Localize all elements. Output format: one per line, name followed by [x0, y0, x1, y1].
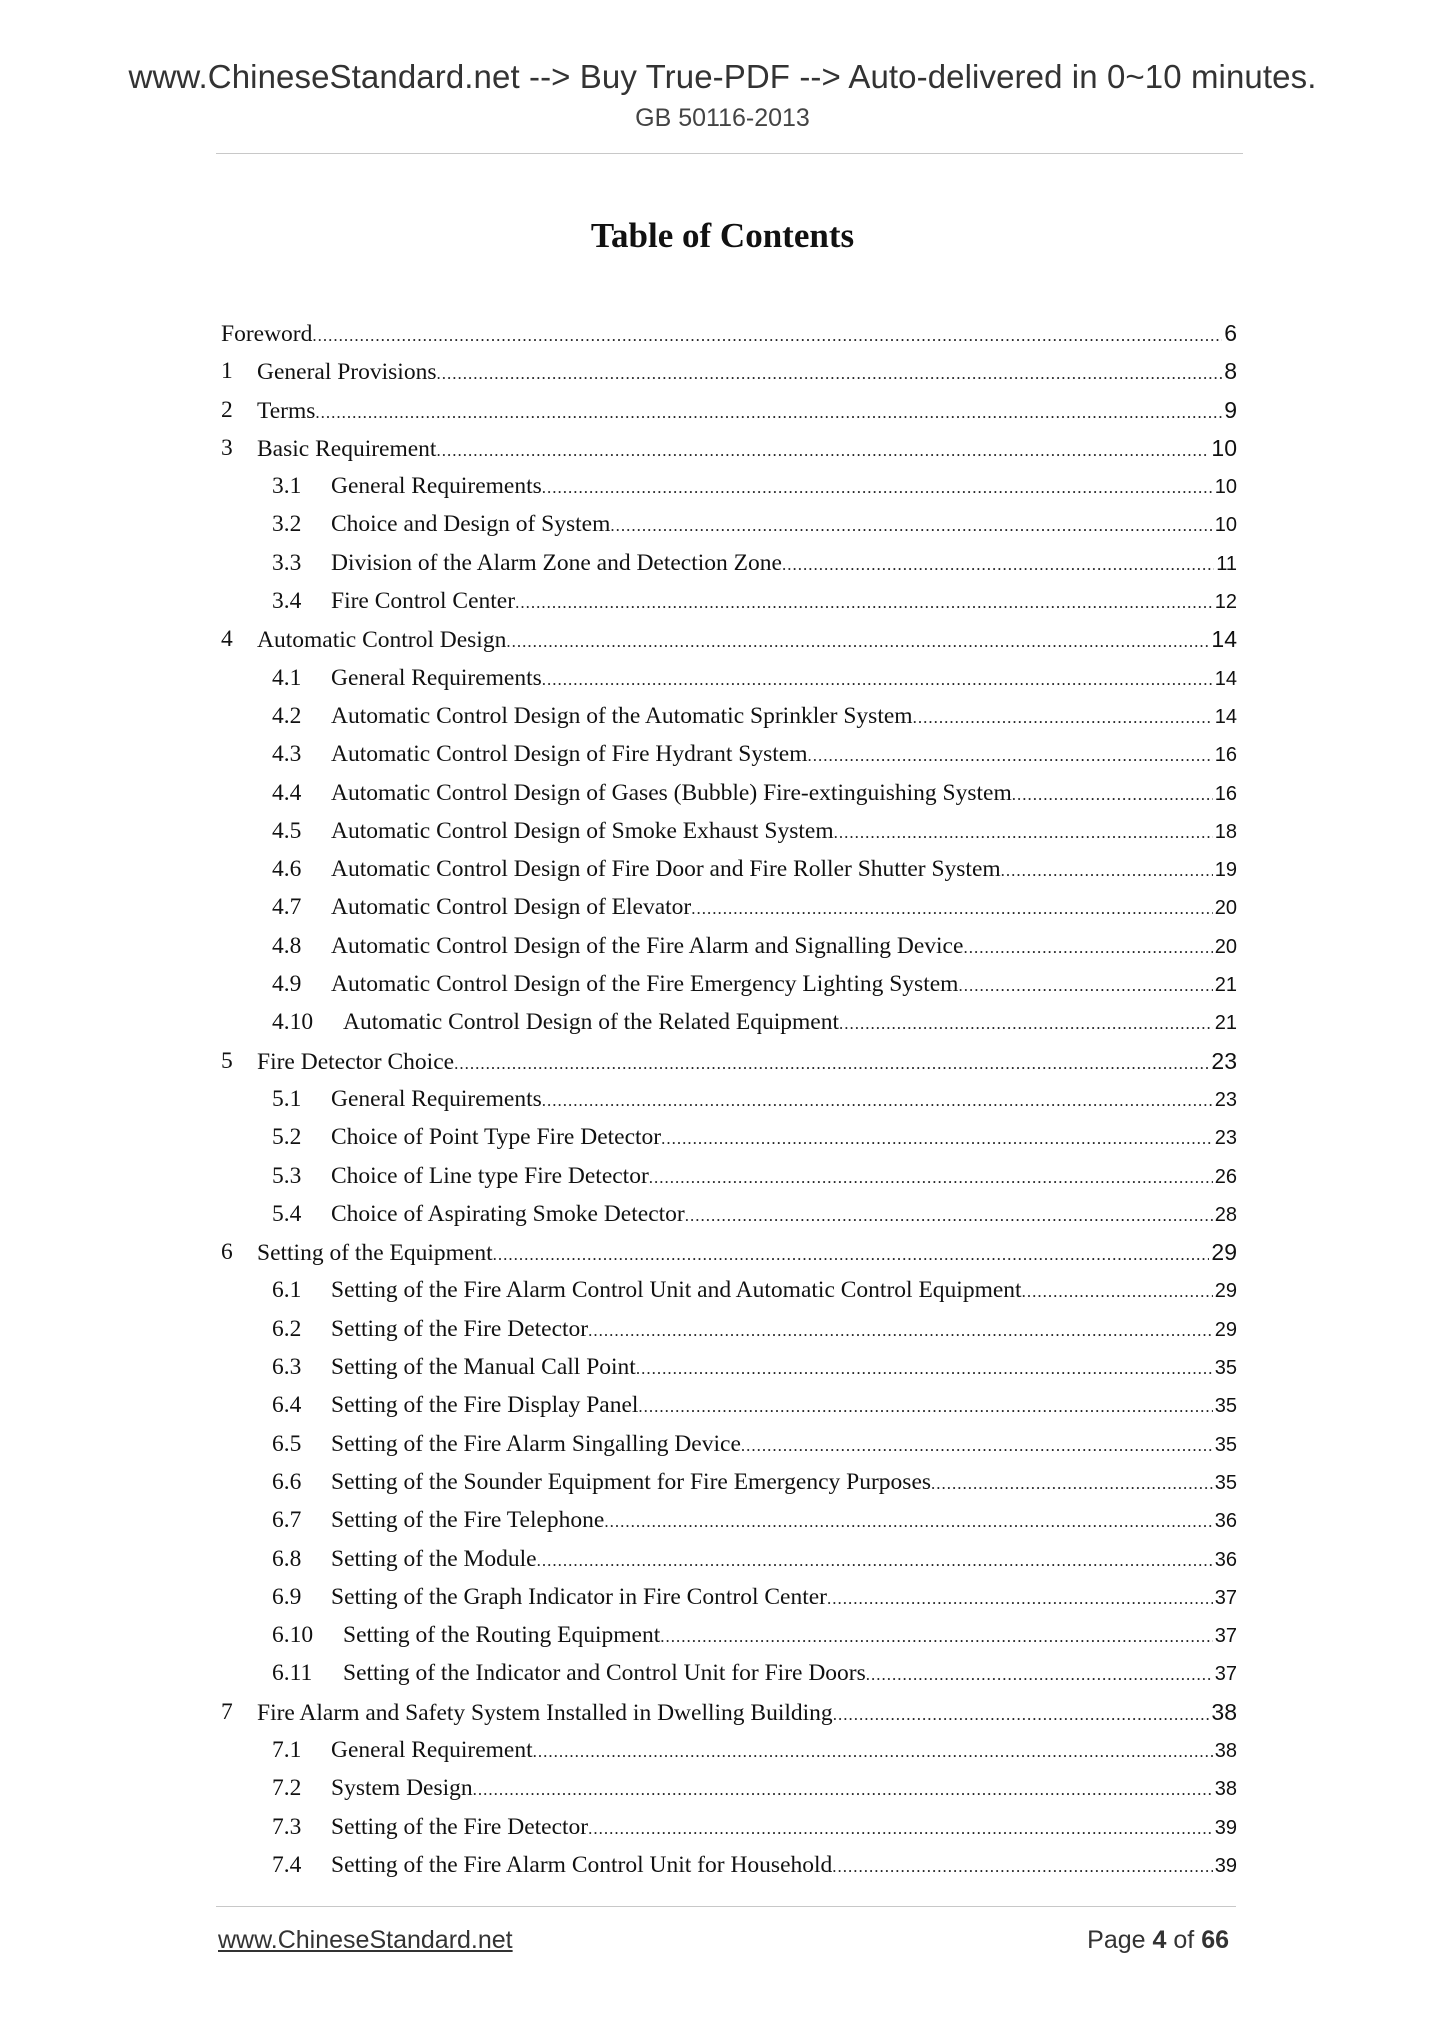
toc-entry-label: Automatic Control Design of Fire Hydrant System	[331, 741, 808, 768]
toc-entry-line	[257, 1239, 1237, 1267]
toc-dot-leader	[588, 1819, 1213, 1839]
toc-entry-number: 4.10	[272, 1009, 314, 1036]
toc-entry-label: General Requirements	[331, 1085, 542, 1112]
toc-entry[interactable]	[221, 1044, 1237, 1082]
toc-entry-label: Setting of the Indicator and Control Unit for Fire Doors	[343, 1660, 866, 1687]
toc-entry-number: 6.9	[272, 1583, 302, 1610]
toc-dot-leader	[963, 938, 1212, 958]
toc-entry-line	[221, 320, 1237, 348]
toc-dot-leader	[807, 746, 1212, 766]
toc-entry-page: 39	[1214, 1816, 1237, 1839]
toc-entry-label: Automatic Control Design of Fire Door and Fire Roller Shutter System	[331, 856, 1001, 883]
toc-entry-number: 6.3	[272, 1354, 302, 1381]
toc-entry-line	[331, 780, 1237, 807]
toc-dot-leader	[610, 516, 1212, 536]
page-title: Table of Contents	[590, 216, 855, 255]
header-divider	[216, 153, 1243, 154]
toc-entry-page: 11	[1216, 552, 1237, 575]
toc-entry-number: 4	[221, 626, 233, 653]
toc-entry-number: 6.10	[272, 1622, 314, 1649]
toc-dot-leader	[542, 478, 1213, 498]
toc-entry-line	[331, 1852, 1237, 1879]
toc-entry-page: 20	[1214, 935, 1237, 958]
toc-entry-page: 16	[1214, 744, 1237, 767]
toc-entry[interactable]	[221, 1503, 1237, 1541]
toc-entry-page: 21	[1214, 974, 1237, 997]
toc-entry[interactable]	[221, 1312, 1237, 1350]
toc-entry-number: 7.4	[272, 1851, 302, 1878]
toc-entry-label: Setting of the Fire Alarm Control Unit for Household	[331, 1851, 833, 1878]
toc-entry-line	[257, 397, 1237, 425]
toc-entry-page: 35	[1214, 1471, 1237, 1494]
toc-entry-label: Automatic Control Design of the Automatic Sprinkler System	[331, 702, 913, 729]
toc-dot-leader	[839, 1014, 1213, 1034]
toc-dot-leader	[931, 1474, 1213, 1494]
toc-entry-label: Choice of Aspirating Smoke Detector	[331, 1200, 685, 1227]
toc-entry[interactable]	[221, 890, 1237, 928]
toc-entry[interactable]	[221, 393, 1237, 431]
toc-entry-label: Choice and Design of System	[331, 511, 611, 538]
toc-dot-leader	[315, 403, 1222, 423]
toc-entry-label: Setting of the Manual Call Point	[331, 1354, 636, 1381]
toc-entry-number: 4.6	[272, 856, 302, 883]
toc-entry-number: 5.4	[272, 1200, 302, 1227]
toc-entry-label: Setting of the Routing Equipment	[343, 1622, 661, 1649]
page-sep: of	[1173, 1926, 1195, 1954]
toc-entry-number: 6.1	[272, 1277, 302, 1304]
toc-entry[interactable]	[221, 1350, 1237, 1388]
toc-entry-label: System Design	[331, 1775, 473, 1802]
toc-entry[interactable]	[221, 622, 1237, 660]
toc-entry[interactable]	[221, 929, 1237, 967]
toc-entry-line	[331, 1163, 1237, 1190]
toc-entry-number: 6.6	[272, 1468, 302, 1495]
toc-entry-label: Setting of the Graph Indicator in Fire Control Center	[331, 1583, 828, 1610]
toc-entry-page: 38	[1214, 1778, 1237, 1801]
toc-entry-label: Fire Alarm and Safety System Installed in Dwelling Building	[257, 1699, 833, 1726]
toc-entry-label: Setting of the Sounder Equipment for Fire Emergency Purposes	[331, 1468, 932, 1495]
toc-entry-label: Division of the Alarm Zone and Detection Zone	[331, 549, 782, 576]
toc-entry[interactable]	[221, 1082, 1237, 1120]
toc-entry-number: 7.1	[272, 1736, 302, 1763]
toc-entry[interactable]	[221, 1771, 1237, 1809]
toc-entry-page: 6	[1224, 320, 1237, 346]
toc-entry-line	[331, 741, 1237, 768]
toc-entry[interactable]	[221, 967, 1237, 1005]
toc-entry-number: 4.1	[272, 664, 302, 691]
toc-entry-line	[331, 1775, 1237, 1802]
toc-entry-page: 10	[1214, 514, 1237, 537]
toc-entry-label: Setting of the Module	[331, 1545, 537, 1572]
table-of-contents	[221, 316, 1237, 1886]
toc-entry-page: 37	[1214, 1586, 1237, 1609]
toc-entry-number: 4.4	[272, 779, 302, 806]
toc-entry-label: Setting of the Fire Detector	[331, 1813, 589, 1840]
toc-entry-page: 35	[1214, 1433, 1237, 1456]
toc-entry-line	[331, 971, 1237, 998]
toc-entry-line	[257, 1048, 1237, 1076]
toc-entry-page: 12	[1214, 591, 1237, 614]
toc-entry[interactable]	[221, 1273, 1237, 1311]
toc-entry[interactable]	[221, 1618, 1237, 1656]
toc-entry[interactable]	[221, 852, 1237, 890]
toc-entry[interactable]	[221, 1580, 1237, 1618]
toc-entry-page: 37	[1214, 1625, 1237, 1648]
toc-entry-line	[257, 1699, 1237, 1727]
toc-dot-leader	[827, 1589, 1213, 1609]
page-indicator	[1087, 1926, 1229, 1955]
toc-entry-line	[257, 435, 1237, 463]
toc-dot-leader	[660, 1627, 1213, 1647]
toc-entry[interactable]	[221, 354, 1237, 392]
toc-dot-leader	[1022, 1282, 1213, 1302]
toc-entry-label: Terms	[257, 397, 316, 424]
toc-entry-page: 21	[1214, 1012, 1237, 1035]
toc-dot-leader	[782, 555, 1214, 575]
toc-entry-line	[331, 511, 1237, 538]
toc-entry-line	[331, 473, 1237, 500]
toc-dot-leader	[661, 1129, 1213, 1149]
toc-dot-leader	[649, 1168, 1213, 1188]
toc-entry-line	[331, 1277, 1237, 1304]
toc-entry-number: 7.2	[272, 1775, 302, 1802]
toc-entry-line	[331, 1507, 1237, 1534]
toc-dot-leader	[542, 1091, 1213, 1111]
toc-entry-number: 4.7	[272, 894, 302, 921]
toc-dot-leader	[537, 1551, 1213, 1571]
page-prefix: Page	[1087, 1926, 1146, 1954]
toc-entry-label: Setting of the Fire Telephone	[331, 1507, 605, 1534]
toc-entry-page: 16	[1214, 782, 1237, 805]
toc-entry-line	[331, 1814, 1237, 1841]
toc-entry-label: Automatic Control Design of Gases (Bubble) Fire-extinguishing System	[331, 779, 1012, 806]
toc-entry-label: Automatic Control Design of the Fire Alarm and Signalling Device	[331, 932, 964, 959]
toc-entry[interactable]	[221, 1733, 1237, 1771]
toc-entry-page: 29	[1214, 1318, 1237, 1341]
toc-entry[interactable]	[221, 1197, 1237, 1235]
toc-entry-label: Fire Control Center	[331, 588, 516, 615]
toc-entry-number: 6.5	[272, 1430, 302, 1457]
toc-dot-leader	[454, 1054, 1209, 1074]
toc-entry-line	[331, 703, 1237, 730]
toc-entry-label: General Requirements	[331, 664, 542, 691]
toc-entry-page: 18	[1214, 820, 1237, 843]
toc-entry[interactable]	[221, 1159, 1237, 1197]
toc-entry-page: 8	[1224, 358, 1237, 385]
toc-entry[interactable]	[221, 1542, 1237, 1580]
toc-entry-number: 5	[221, 1047, 233, 1074]
toc-entry-page: 35	[1214, 1395, 1237, 1418]
toc-entry-line	[343, 1622, 1237, 1649]
toc-entry-label: Fire Detector Choice	[257, 1048, 455, 1075]
toc-entry-number: 6.4	[272, 1392, 302, 1419]
toc-dot-leader	[638, 1397, 1212, 1417]
standard-number: GB 50116-2013	[635, 104, 810, 132]
toc-entry-page: 14	[1214, 667, 1237, 690]
toc-entry-page: 26	[1214, 1165, 1237, 1188]
toc-entry-label: Choice of Point Type Fire Detector	[331, 1124, 662, 1151]
toc-entry-number: 4.2	[272, 702, 302, 729]
toc-entry-label: General Provisions	[257, 359, 437, 386]
toc-entry[interactable]	[221, 316, 1237, 354]
toc-entry-page: 10	[1214, 476, 1237, 499]
toc-entry-page: 38	[1211, 1698, 1237, 1725]
page-current: 4	[1152, 1926, 1167, 1954]
toc-dot-leader	[542, 670, 1213, 690]
toc-entry[interactable]	[221, 1656, 1237, 1694]
toc-entry-line	[343, 1660, 1237, 1687]
toc-entry[interactable]	[221, 1848, 1237, 1886]
toc-entry-page: 36	[1214, 1548, 1237, 1571]
toc-entry-page: 39	[1214, 1854, 1237, 1877]
toc-entry-number: 1	[221, 358, 233, 385]
toc-entry-line	[331, 1392, 1237, 1419]
toc-dot-leader	[493, 1245, 1210, 1265]
toc-dot-leader	[832, 1857, 1212, 1877]
toc-entry-page: 10	[1211, 434, 1237, 461]
toc-dot-leader	[913, 708, 1213, 728]
toc-entry[interactable]	[221, 661, 1237, 699]
toc-entry-line	[331, 1431, 1237, 1458]
toc-entry-number: 6	[221, 1239, 233, 1266]
toc-entry-label: Automatic Control Design	[257, 627, 507, 654]
toc-dot-leader	[1012, 785, 1213, 805]
toc-entry-page: 19	[1214, 859, 1237, 882]
toc-entry-number: 5.2	[272, 1124, 302, 1151]
toc-entry-line	[331, 856, 1237, 883]
toc-entry-number: 3.4	[272, 588, 302, 615]
toc-entry-label: Automatic Control Design of the Related Equipment	[343, 1009, 840, 1036]
toc-entry-page: 23	[1214, 1127, 1237, 1150]
toc-entry-number: 3.2	[272, 511, 302, 538]
toc-entry-number: 5.1	[272, 1085, 302, 1112]
toc-entry-line	[331, 1469, 1237, 1496]
toc-entry-label: Setting of the Equipment	[257, 1240, 493, 1267]
toc-entry-page: 20	[1214, 897, 1237, 920]
toc-dot-leader	[515, 593, 1213, 613]
toc-entry-line	[331, 665, 1237, 692]
toc-entry-line	[331, 1201, 1237, 1228]
toc-entry-number: 4.9	[272, 971, 302, 998]
toc-entry-line	[331, 1354, 1237, 1381]
toc-entry-number: 6.11	[272, 1660, 313, 1687]
toc-entry[interactable]	[221, 1427, 1237, 1465]
toc-entry-line	[331, 1124, 1237, 1151]
toc-entry-label: Setting of the Fire Detector	[331, 1315, 589, 1342]
toc-entry[interactable]	[221, 584, 1237, 622]
toc-dot-leader	[604, 1512, 1212, 1532]
footer-divider	[216, 1906, 1236, 1907]
toc-entry-line	[331, 1546, 1237, 1573]
toc-entry-line	[331, 1584, 1237, 1611]
toc-entry-line	[331, 1086, 1237, 1113]
toc-dot-leader	[691, 899, 1212, 919]
toc-entry[interactable]	[221, 546, 1237, 584]
toc-entry[interactable]	[221, 1810, 1237, 1848]
toc-dot-leader	[506, 632, 1209, 652]
toc-dot-leader	[833, 1705, 1210, 1725]
toc-entry-page: 23	[1211, 1047, 1237, 1074]
toc-entry-label: Automatic Control Design of Smoke Exhaust System	[331, 817, 834, 844]
toc-dot-leader	[588, 1321, 1213, 1341]
toc-entry-label: Setting of the Fire Alarm Singalling Device	[331, 1430, 741, 1457]
toc-dot-leader	[636, 1359, 1213, 1379]
toc-entry-page: 14	[1211, 626, 1237, 653]
toc-entry[interactable]	[221, 469, 1237, 507]
toc-entry-label: General Requirements	[331, 473, 542, 500]
toc-entry-page: 14	[1214, 705, 1237, 728]
toc-dot-leader	[1001, 861, 1213, 881]
toc-entry[interactable]	[221, 1235, 1237, 1273]
toc-entry[interactable]	[221, 1388, 1237, 1426]
toc-entry-label: Automatic Control Design of the Fire Emergency Lighting System	[331, 971, 959, 998]
toc-entry-line	[331, 818, 1237, 845]
toc-entry[interactable]	[221, 699, 1237, 737]
toc-dot-leader	[958, 976, 1212, 996]
toc-entry[interactable]	[221, 1695, 1237, 1733]
toc-entry-label: Automatic Control Design of Elevator	[331, 894, 692, 921]
toc-entry-page: 35	[1214, 1357, 1237, 1380]
toc-entry[interactable]	[221, 1120, 1237, 1158]
toc-entry-line	[331, 550, 1237, 577]
toc-entry-line	[331, 588, 1237, 615]
toc-entry[interactable]	[221, 737, 1237, 775]
toc-entry-page: 38	[1214, 1739, 1237, 1762]
toc-entry-line	[257, 626, 1237, 654]
toc-entry[interactable]	[221, 431, 1237, 469]
toc-entry[interactable]	[221, 814, 1237, 852]
page-total: 66	[1201, 1926, 1229, 1954]
toc-entry-line	[331, 894, 1237, 921]
toc-dot-leader	[473, 1780, 1213, 1800]
toc-entry-label: Choice of Line type Fire Detector	[331, 1162, 649, 1189]
toc-entry-number: 2	[221, 396, 233, 423]
toc-entry-line	[343, 1009, 1237, 1036]
toc-entry-line	[331, 1737, 1237, 1764]
header-banner: www.ChineseStandard.net --> Buy True-PDF --> Auto-delivered in 0~10 minutes.	[128, 58, 1317, 95]
toc-dot-leader	[533, 1742, 1213, 1762]
toc-entry[interactable]	[221, 776, 1237, 814]
toc-entry-label: Basic Requirement	[257, 435, 437, 462]
toc-entry-line	[331, 933, 1237, 960]
toc-entry-page: 37	[1214, 1663, 1237, 1686]
toc-entry-page: 28	[1214, 1203, 1237, 1226]
toc-dot-leader	[741, 1436, 1213, 1456]
toc-entry-label: General Requirement	[331, 1736, 533, 1763]
toc-entry-number: 6.7	[272, 1507, 302, 1534]
toc-entry-number: 6.8	[272, 1545, 302, 1572]
toc-entry-label: Foreword	[221, 321, 313, 347]
toc-entry-number: 7	[221, 1698, 233, 1725]
toc-entry-line	[257, 358, 1237, 386]
toc-entry-line	[331, 1316, 1237, 1343]
toc-entry-page: 29	[1214, 1280, 1237, 1303]
toc-dot-leader	[437, 364, 1223, 384]
toc-entry-number: 5.3	[272, 1162, 302, 1189]
toc-dot-leader	[866, 1665, 1213, 1685]
toc-dot-leader	[834, 823, 1213, 843]
toc-entry-page: 23	[1214, 1088, 1237, 1111]
toc-entry[interactable]	[221, 507, 1237, 545]
toc-entry-number: 7.3	[272, 1813, 302, 1840]
toc-entry-number: 3.3	[272, 549, 302, 576]
toc-entry-number: 6.2	[272, 1315, 302, 1342]
toc-entry-label: Setting of the Fire Display Panel	[331, 1392, 639, 1419]
toc-entry-page: 36	[1214, 1510, 1237, 1533]
toc-entry-number: 4.8	[272, 932, 302, 959]
toc-entry-number: 3	[221, 434, 233, 461]
toc-entry-number: 4.5	[272, 817, 302, 844]
toc-dot-leader	[685, 1206, 1213, 1226]
toc-entry[interactable]	[221, 1005, 1237, 1043]
toc-dot-leader	[436, 441, 1209, 461]
toc-entry-page: 9	[1224, 396, 1237, 423]
toc-entry-page: 29	[1211, 1239, 1237, 1266]
toc-dot-leader	[312, 326, 1222, 346]
footer-site-link[interactable]: www.ChineseStandard.net	[218, 1926, 513, 1954]
toc-entry[interactable]	[221, 1465, 1237, 1503]
toc-entry-label: Setting of the Fire Alarm Control Unit and Automatic Control Equipment	[331, 1277, 1022, 1304]
toc-entry-number: 4.3	[272, 741, 302, 768]
toc-entry-number: 3.1	[272, 473, 302, 500]
